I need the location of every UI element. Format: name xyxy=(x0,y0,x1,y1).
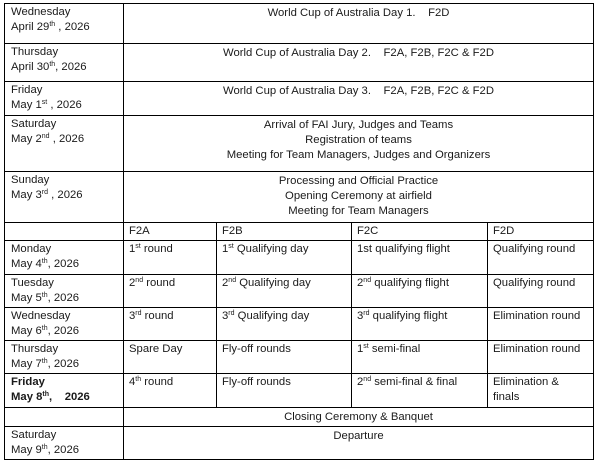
day-name: Saturday xyxy=(11,118,57,130)
f2c-cell: 1st semi-final xyxy=(352,341,488,374)
f2d-cell: Elimination & finals xyxy=(488,374,594,408)
day-date: May 2nd , 2026 xyxy=(11,133,85,145)
day-cell xyxy=(5,427,124,460)
day-date: April 30th, 2026 xyxy=(11,61,87,73)
class-header-row xyxy=(5,223,594,241)
schedule-table xyxy=(4,3,594,460)
event-cell: Departure xyxy=(124,427,594,460)
f2a-cell: 2nd round xyxy=(124,275,217,308)
day-name: Friday xyxy=(11,376,45,388)
competition-row xyxy=(5,308,594,341)
event-line: Opening Ceremony at airfield xyxy=(285,190,432,202)
schedule-row xyxy=(5,82,594,116)
day-date: May 9th, 2026 xyxy=(11,444,80,456)
day-date: May 8th, 2026 xyxy=(11,391,90,403)
event-cell: World Cup of Australia Day 1. F2D xyxy=(124,4,594,44)
f2d-cell: Elimination round xyxy=(488,308,594,341)
day-date: May 7th, 2026 xyxy=(11,358,80,370)
schedule-row xyxy=(5,4,594,44)
empty-day-cell xyxy=(5,408,124,427)
f2a-cell: 1st round xyxy=(124,241,217,275)
f2d-cell: Qualifying round xyxy=(488,275,594,308)
event-line: Arrival of FAI Jury, Judges and Teams xyxy=(263,119,454,131)
day-cell xyxy=(5,374,124,408)
day-name: Thursday xyxy=(11,343,59,355)
f2c-cell: 2nd qualifying flight xyxy=(352,275,488,308)
closing-row xyxy=(5,408,594,427)
f2a-cell: Spare Day xyxy=(124,341,217,374)
day-date: April 29th , 2026 xyxy=(11,21,90,33)
column-header-f2b: F2B xyxy=(217,223,352,241)
f2b-cell: 3rd Qualifying day xyxy=(217,308,352,341)
f2d-cell: Elimination round xyxy=(488,341,594,374)
day-name: Wednesday xyxy=(11,310,71,322)
day-cell xyxy=(5,4,124,44)
day-cell xyxy=(5,116,124,172)
competition-row xyxy=(5,341,594,374)
day-date: May 4th, 2026 xyxy=(11,258,80,270)
schedule-row xyxy=(5,172,594,223)
day-date: May 6th, 2026 xyxy=(11,325,80,337)
f2c-cell: 1st qualifying flight xyxy=(352,241,488,275)
event-line: Meeting for Team Managers, Judges and Organizers xyxy=(226,149,491,161)
f2c-cell: 2nd semi-final & final xyxy=(352,374,488,408)
event-line: Registration of teams xyxy=(305,134,412,146)
empty-header-cell xyxy=(5,223,124,241)
day-cell xyxy=(5,275,124,308)
day-cell xyxy=(5,44,124,82)
schedule-row xyxy=(5,116,594,172)
event-line: Meeting for Team Managers xyxy=(288,205,429,217)
day-cell xyxy=(5,341,124,374)
day-cell xyxy=(5,82,124,116)
day-name: Sunday xyxy=(11,174,50,186)
day-date: May 1st , 2026 xyxy=(11,99,82,111)
column-header-f2d: F2D xyxy=(488,223,594,241)
competition-row xyxy=(5,374,594,408)
day-date: May 5th, 2026 xyxy=(11,292,80,304)
schedule-row xyxy=(5,427,594,460)
schedule-row xyxy=(5,44,594,82)
day-cell xyxy=(5,308,124,341)
event-cell: World Cup of Australia Day 2. F2A, F2B, F2C & F2D xyxy=(124,44,594,82)
day-cell xyxy=(5,241,124,275)
event-cell xyxy=(124,172,594,223)
competition-row xyxy=(5,241,594,275)
day-name: Thursday xyxy=(11,46,59,58)
f2b-cell: 1st Qualifying day xyxy=(217,241,352,275)
day-name: Monday xyxy=(11,243,52,255)
column-header-f2a: F2A xyxy=(124,223,217,241)
event-line: Processing and Official Practice xyxy=(278,175,439,187)
f2b-cell: 2nd Qualifying day xyxy=(217,275,352,308)
f2a-cell: 3rd round xyxy=(124,308,217,341)
day-name: Saturday xyxy=(11,429,57,441)
f2a-cell: 4th round xyxy=(124,374,217,408)
f2b-cell: Fly-off rounds xyxy=(217,341,352,374)
day-date: May 3rd , 2026 xyxy=(11,189,83,201)
competition-row xyxy=(5,275,594,308)
day-cell xyxy=(5,172,124,223)
day-name: Tuesday xyxy=(11,277,54,289)
column-header-f2c: F2C xyxy=(352,223,488,241)
f2c-cell: 3rd qualifying flight xyxy=(352,308,488,341)
day-name: Friday xyxy=(11,84,43,96)
event-cell: World Cup of Australia Day 3. F2A, F2B, F2C & F2D xyxy=(124,82,594,116)
day-name: Wednesday xyxy=(11,6,71,18)
event-cell xyxy=(124,116,594,172)
closing-cell: Closing Ceremony & Banquet xyxy=(124,408,594,427)
f2b-cell: Fly-off rounds xyxy=(217,374,352,408)
f2d-cell: Qualifying round xyxy=(488,241,594,275)
